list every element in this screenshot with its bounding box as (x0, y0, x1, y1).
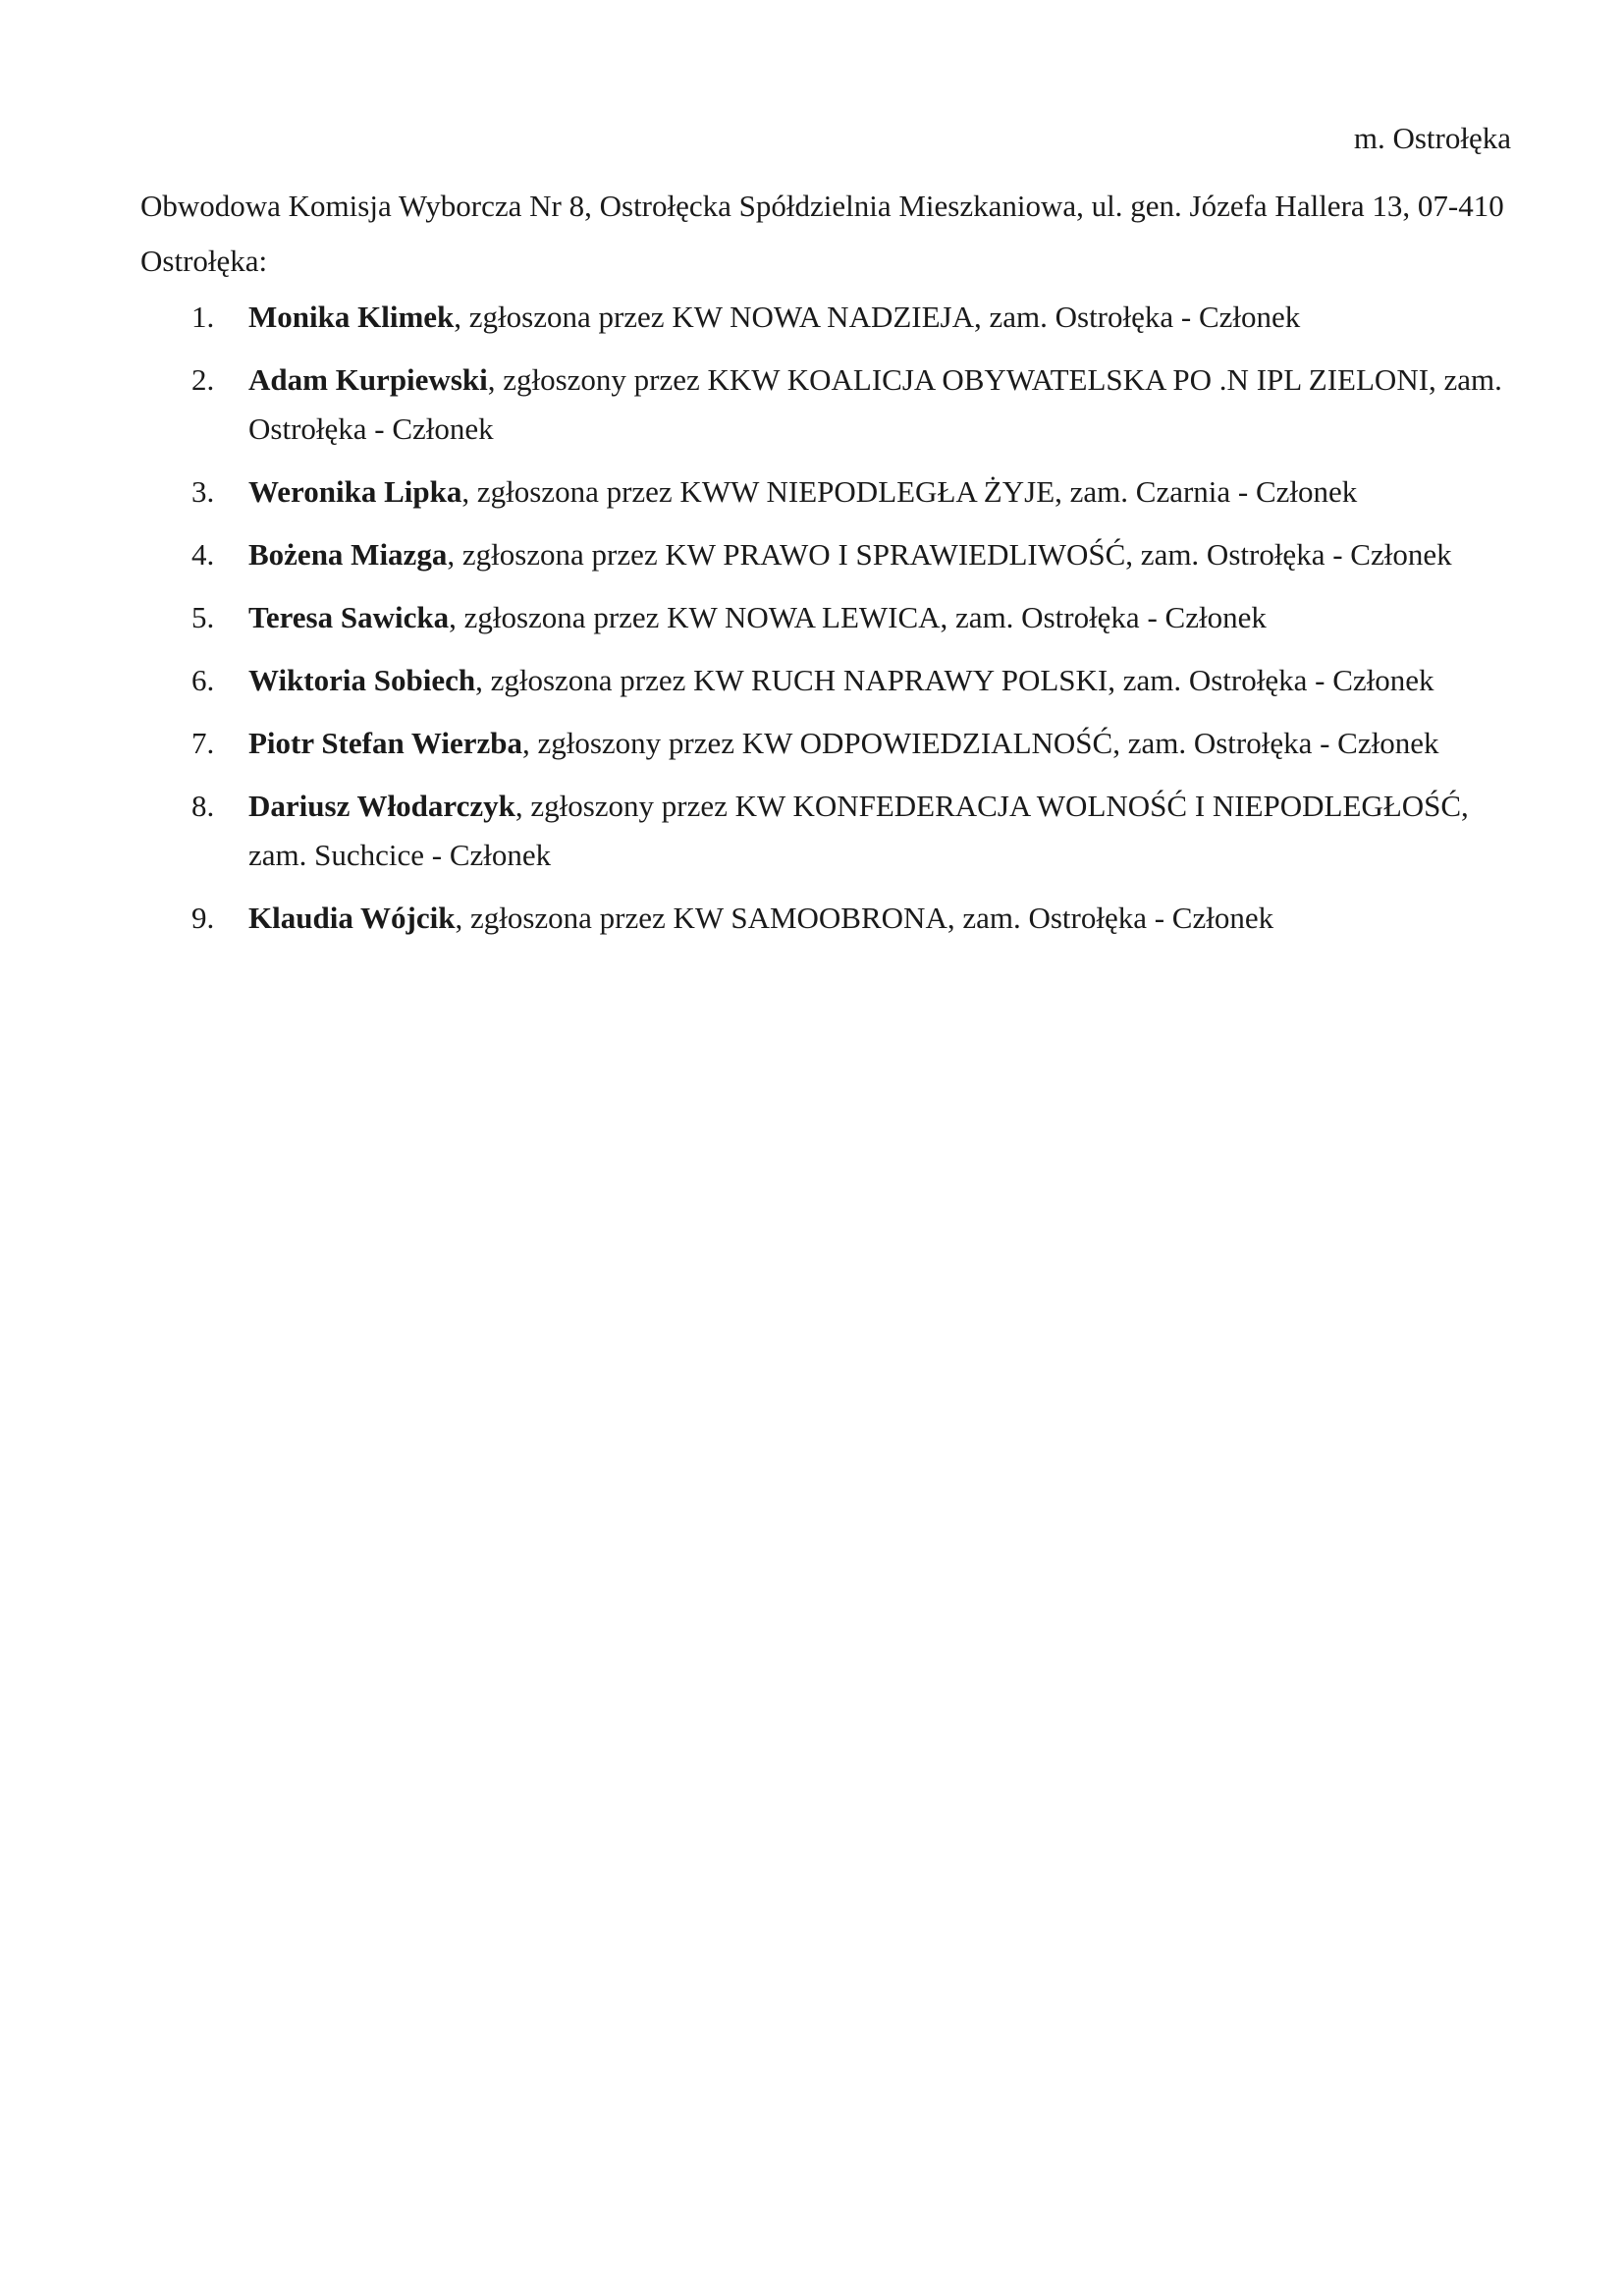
member-name: Weronika Lipka (248, 474, 462, 509)
list-item (140, 467, 1515, 517)
list-item (140, 656, 1515, 705)
member-name: Bożena Miazga (248, 537, 448, 572)
member-details: , zgłoszona przez KWW NIEPODLEGŁA ŻYJE, zam. Czarnia - Członek (461, 474, 1358, 509)
item-number: 8. (191, 789, 215, 823)
member-details: , zgłoszony przez KKW KOALICJA OBYWATELSKA PO .N IPL ZIELONI, zam. Ostrołęka - Członek (248, 362, 1502, 446)
member-details: , zgłoszony przez KW KONFEDERACJA WOLNOŚĆ I NIEPODLEGŁOŚĆ, zam. Suchcice - Członek (248, 789, 1469, 872)
item-number: 7. (191, 726, 215, 760)
item-number: 9. (191, 901, 215, 935)
member-details: , zgłoszona przez KW PRAWO I SPRAWIEDLIWOŚĆ, zam. Ostrołęka - Członek (447, 537, 1452, 572)
member-name: Wiktoria Sobiech (248, 663, 476, 697)
list-item (140, 894, 1515, 943)
member-list (140, 293, 1515, 957)
member-details: , zgłoszona przez KW NOWA LEWICA, zam. Ostrołęka - Członek (449, 600, 1267, 634)
location-label: m. Ostrołęka (1353, 121, 1511, 155)
commission-header: Obwodowa Komisja Wyborcza Nr 8, Ostrołęcka Spółdzielnia Mieszkaniowa, ul. gen. Józefa Hallera 13, 07-410 Ostrołęka: (140, 189, 1504, 278)
list-item (140, 530, 1515, 579)
item-number: 1. (191, 300, 215, 334)
item-number: 4. (191, 537, 215, 572)
member-name: Dariusz Włodarczyk (248, 789, 515, 823)
member-name: Adam Kurpiewski (248, 362, 488, 397)
list-item (140, 719, 1515, 768)
member-details: , zgłoszona przez KW NOWA NADZIEJA, zam. Ostrołęka - Członek (454, 300, 1301, 334)
list-item (140, 293, 1515, 342)
item-number: 6. (191, 663, 215, 697)
item-number: 3. (191, 474, 215, 509)
item-number: 2. (191, 362, 215, 397)
member-name: Klaudia Wójcik (248, 901, 456, 935)
member-name: Teresa Sawicka (248, 600, 450, 634)
member-name: Monika Klimek (248, 300, 455, 334)
list-item (140, 782, 1515, 880)
item-number: 5. (191, 600, 215, 634)
member-details: , zgłoszona przez KW SAMOOBRONA, zam. Ostrołęka - Członek (455, 901, 1274, 935)
list-item (140, 355, 1515, 454)
member-name: Piotr Stefan Wierzba (248, 726, 522, 760)
member-details: , zgłoszona przez KW RUCH NAPRAWY POLSKI, zam. Ostrołęka - Członek (475, 663, 1434, 697)
member-details: , zgłoszony przez KW ODPOWIEDZIALNOŚĆ, zam. Ostrołęka - Członek (521, 726, 1439, 760)
list-item (140, 593, 1515, 642)
